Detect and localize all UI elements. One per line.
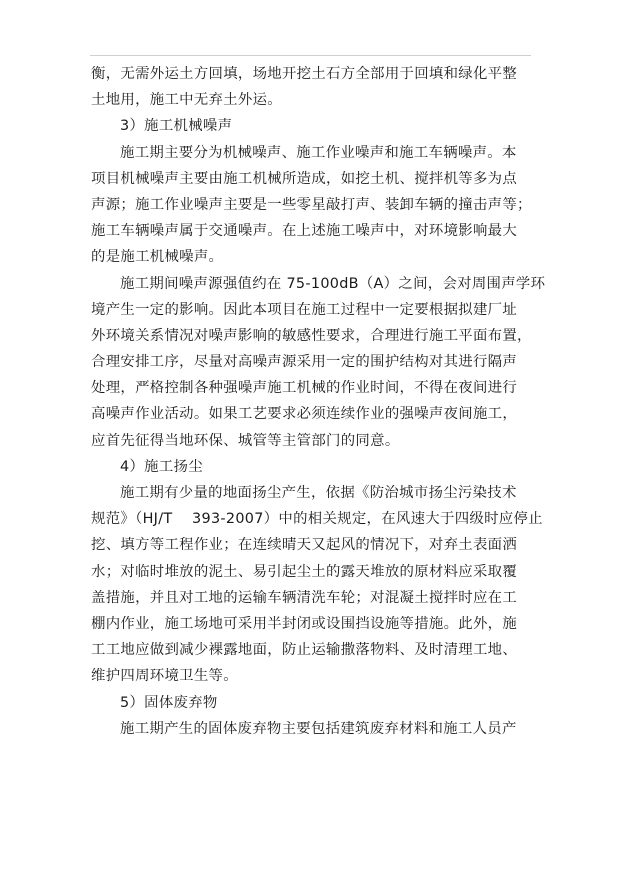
body-line: 棚内作业，施工场地可采用半封闭或设围挡设施等措施。此外，施 bbox=[91, 615, 518, 632]
paragraph-first-line: 施工期间噪声源强值约在 75-100dB（A）之间，会对周围声学环 bbox=[120, 275, 546, 292]
body-line: 处理，严格控制各种强噪声施工机械的作业时间，不得在夜间进行 bbox=[91, 380, 518, 397]
section-heading-construction-dust: 4）施工扬尘 bbox=[120, 458, 203, 475]
body-line: 规范》（HJ/T 393-2007）中的相关规定，在风速大于四级时应停止 bbox=[91, 511, 543, 528]
body-line: 项目机械噪声主要由施工机械所造成，如挖土机、搅拌机等多为点 bbox=[91, 170, 518, 187]
body-line: 声源；施工作业噪声主要是一些零星敲打声、装卸车辆的撞击声等； bbox=[91, 196, 532, 213]
section-heading-construction-machinery-noise: 3）施工机械噪声 bbox=[120, 118, 233, 135]
document-body bbox=[91, 61, 546, 742]
body-line: 合理安排工序，尽量对高噪声源采用一定的围护结构对其进行隔声 bbox=[91, 354, 518, 371]
body-line: 外环境关系情况对噪声影响的敏感性要求，合理进行施工平面布置， bbox=[91, 327, 532, 344]
paragraph-first-line: 施工期主要分为机械噪声、施工作业噪声和施工车辆噪声。本 bbox=[120, 144, 517, 161]
body-line: 挖、填方等工程作业；在连续晴天又起风的情况下，对弃土表面洒 bbox=[91, 537, 518, 554]
header-rule bbox=[90, 55, 531, 56]
body-line: 土地用，施工中无弃土外运。 bbox=[91, 92, 282, 109]
paragraph-first-line: 施工期产生的固体废弃物主要包括建筑废弃材料和施工人员产 bbox=[120, 720, 517, 737]
body-line: 水；对临时堆放的泥土、易引起尘土的露天堆放的原材料应采取覆 bbox=[91, 563, 518, 580]
body-line: 工工地应做到减少裸露地面，防止运输撒落物料、及时清理工地、 bbox=[91, 642, 518, 659]
body-line: 高噪声作业活动。如果工艺要求必须连续作业的强噪声夜间施工， bbox=[91, 406, 518, 423]
paragraph-first-line: 施工期有少量的地面扬尘产生，依据《防治城市扬尘污染技术 bbox=[120, 485, 517, 501]
section-heading-solid-waste: 5）固体废弃物 bbox=[120, 694, 218, 711]
body-line: 境产生一定的影响。因此本项目在施工过程中一定要根据拟建厂址 bbox=[91, 301, 518, 318]
body-line: 的是施工机械噪声。 bbox=[91, 249, 224, 266]
body-line: 盖措施，并且对工地的运输车辆清洗车轮；对混凝土搅拌时应在工 bbox=[91, 589, 518, 606]
body-line: 应首先征得当地环保、城管等主管部门的同意。 bbox=[91, 432, 400, 449]
body-line: 施工车辆噪声属于交通噪声。在上述施工噪声中，对环境影响最大 bbox=[91, 223, 518, 240]
body-line: 衡，无需外运土方回填，场地开挖土石方全部用于回填和绿化平整 bbox=[91, 66, 518, 82]
body-line: 维护四周环境卫生等。 bbox=[91, 668, 238, 685]
